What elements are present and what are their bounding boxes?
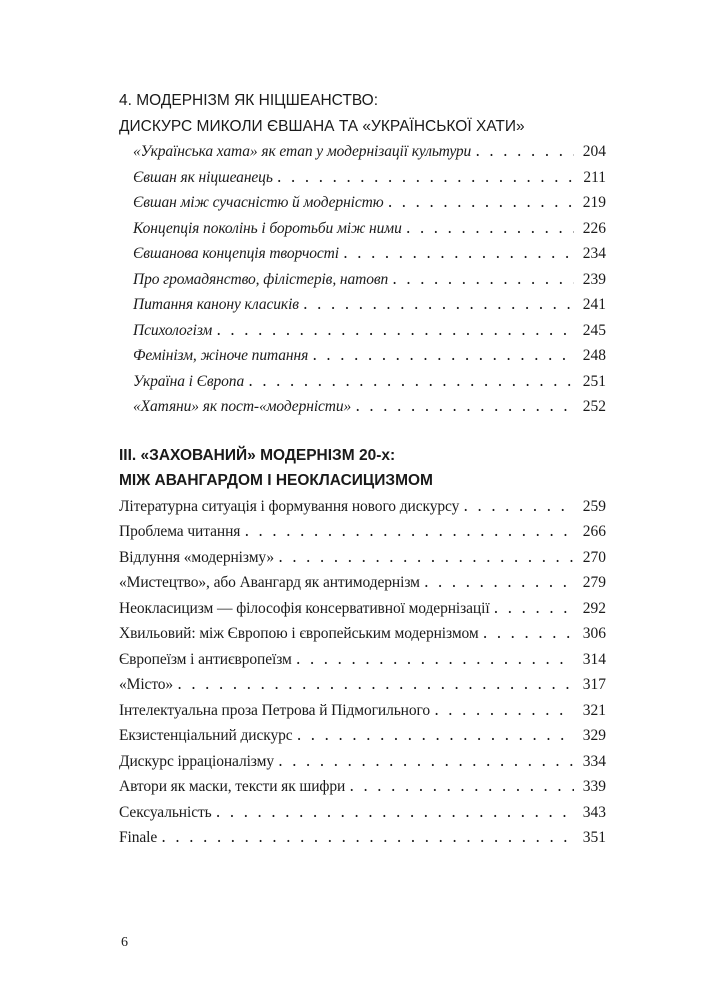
toc-entry-title: Фемінізм, жіноче питання: [133, 347, 309, 364]
toc-entry: [119, 165, 606, 191]
toc-entry-title: Європеїзм і антиєвропеїзм: [119, 650, 292, 668]
toc-entry-title: Євшан як ніцшеанець: [133, 168, 273, 186]
toc-entry-title: Неокласицизм — філософія консервативної модернізації: [119, 599, 490, 617]
toc-entry-page: 245: [582, 321, 606, 339]
toc-entry-title: Інтелектуальна проза Петрова й Підмогильного: [119, 701, 431, 719]
dot-leader: [392, 267, 574, 293]
toc-entry-title: Автори як маски, тексти як шифри: [119, 778, 346, 795]
dot-leader: [483, 621, 574, 647]
toc-entry-title: Про громадянство, філістерів, натовп: [133, 270, 389, 288]
toc-entry-page: 306: [582, 625, 606, 642]
toc-entry-page: 226: [582, 219, 606, 237]
toc-entry-page: 239: [582, 270, 606, 288]
dot-leader: [244, 519, 574, 545]
toc-entry-title: Концепція поколінь і боротьби між ними: [133, 219, 402, 237]
dot-leader: [406, 216, 574, 242]
dot-leader: [434, 698, 574, 724]
section-3-title-line-2: МІЖ АВАНГАРДОМ І НЕОКЛАСИЦИЗМОМ: [119, 472, 433, 489]
dot-leader: [475, 139, 574, 165]
toc-entry: [119, 216, 606, 242]
toc-entry: [119, 749, 606, 775]
dot-leader: [303, 292, 574, 318]
toc-entry: [119, 698, 606, 724]
toc-entry: [119, 494, 606, 520]
toc-entry-page: 317: [582, 676, 606, 693]
toc-entry-title: «Хатяни» як пост-«модерністи»: [133, 398, 352, 415]
dot-leader: [355, 394, 574, 420]
toc-entry: [119, 723, 606, 749]
dot-leader: [161, 825, 574, 851]
dot-leader: [177, 672, 574, 698]
toc-entry: [119, 267, 606, 293]
toc-entry-page: 292: [582, 599, 606, 617]
toc-entry-page: 266: [582, 523, 606, 540]
toc-entry: [119, 647, 606, 673]
toc-entry-title: Екзистенціальний дискурс: [119, 727, 293, 744]
toc-entry: [119, 621, 606, 647]
toc-entry-title: Питання канону класиків: [133, 296, 299, 313]
section-4-entries: [119, 139, 606, 420]
toc-entry-page: 211: [583, 168, 606, 186]
toc-entry: [119, 343, 606, 369]
dot-leader: [296, 647, 574, 673]
toc-entry: [119, 190, 606, 216]
dot-leader: [216, 800, 574, 826]
toc-entry-page: 314: [582, 650, 606, 668]
toc-entry-title: Євшанова концепція творчості: [133, 245, 339, 262]
section-3-title-line-1: ІІІ. «ЗАХОВАНИЙ» МОДЕРНІЗМ 20-х:: [119, 446, 396, 464]
dot-leader: [278, 749, 574, 775]
toc-entry-page: 241: [582, 296, 606, 313]
toc-entry: [119, 318, 606, 344]
toc-entry-page: 219: [582, 194, 606, 211]
toc-entry-title: «Місто»: [119, 676, 174, 693]
toc-entry: [119, 596, 606, 622]
toc-entry: [119, 394, 606, 420]
toc-entry-page: 343: [582, 803, 606, 821]
toc-entry-title: Хвильовий: між Європою і європейським модернізмом: [119, 625, 479, 642]
toc-entry-title: Відлуння «модернізму»: [119, 548, 275, 566]
dot-leader: [248, 369, 574, 395]
toc-entry-page: 351: [582, 829, 606, 846]
toc-entry-title: Літературна ситуація і формування нового дискурсу: [119, 497, 460, 515]
toc-entry-page: 279: [582, 574, 606, 591]
toc-entry: [119, 570, 606, 596]
toc-entry-title: Євшан між сучасністю й модерністю: [133, 194, 384, 211]
section-4-title-line-1: 4. МОДЕРНІЗМ ЯК НІЦШЕАНСТВО:: [119, 92, 379, 109]
toc-entry: [119, 800, 606, 826]
toc-entry-page: 259: [582, 497, 606, 515]
dot-leader: [424, 570, 574, 596]
dot-leader: [297, 723, 574, 749]
toc-entry-title: Україна і Європа: [133, 372, 245, 390]
dot-leader: [494, 596, 574, 622]
dot-leader: [349, 774, 574, 800]
toc-entry-title: Finale: [119, 829, 158, 846]
toc-entry: [119, 672, 606, 698]
toc-entry-page: 252: [582, 398, 606, 415]
dot-leader: [343, 241, 574, 267]
toc-entry-page: 234: [582, 245, 606, 262]
toc-entry: [119, 369, 606, 395]
toc-entry-page: 251: [582, 372, 606, 390]
toc-entry-page: 329: [582, 727, 606, 744]
toc-entry-page: 270: [582, 548, 606, 566]
toc-entry: [119, 292, 606, 318]
table-of-contents: [119, 88, 606, 851]
toc-entry-page: 204: [582, 143, 606, 160]
section-4-title-line-2: ДИСКУРС МИКОЛИ ЄВШАНА ТА «УКРАЇНСЬКОЇ ХАТИ»: [119, 117, 525, 135]
toc-entry-title: «Українська хата» як етап у модернізації культури: [133, 143, 472, 160]
toc-entry-page: 248: [582, 347, 606, 364]
dot-leader: [388, 190, 574, 216]
toc-entry-title: Проблема читання: [119, 523, 241, 540]
page-number: 6: [121, 935, 128, 950]
section-3-entries: [119, 494, 606, 851]
toc-entry: [119, 825, 606, 851]
toc-entry: [119, 139, 606, 165]
toc-entry-page: 334: [582, 752, 606, 770]
toc-entry: [119, 241, 606, 267]
toc-entry: [119, 545, 606, 571]
dot-leader: [216, 318, 574, 344]
toc-entry: [119, 774, 606, 800]
toc-entry-page: 321: [582, 701, 606, 719]
toc-entry-title: «Мистецтво», або Авангард як антимодернізм: [119, 574, 420, 591]
toc-entry: [119, 519, 606, 545]
dot-leader: [312, 343, 574, 369]
toc-entry-title: Психологізм: [133, 321, 213, 339]
dot-leader: [277, 165, 574, 191]
toc-entry-title: Дискурс ірраціоналізму: [119, 752, 274, 770]
dot-leader: [278, 545, 574, 571]
dot-leader: [463, 494, 574, 520]
toc-entry-title: Сексуальність: [119, 803, 212, 821]
toc-entry-page: 339: [582, 778, 606, 795]
